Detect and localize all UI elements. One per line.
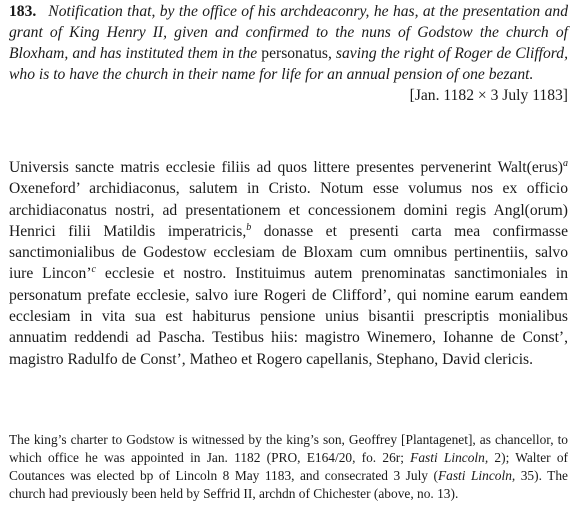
calendar-part: Notification that, by the office of his archdeaconry, he has, at the presentation and grant of King Henry II, given and confirmed to the nuns of Godstow the church of Bloxham, and has instituted them in the <box>9 3 568 62</box>
note-part: 35). The church had previously been held by Seffrid II, archdn of Chichester (above, no. 13). <box>9 468 568 502</box>
footnote-marker-b: b <box>246 221 252 233</box>
note-citation: Fasti Lincoln, <box>437 468 516 484</box>
charter-text <box>9 157 568 370</box>
footnote-marker-a: a <box>563 157 568 169</box>
charter-text-part: Universis sancte matris ecclesie filiis ad quos littere presentes pervenerint Walt(erus) <box>9 159 563 176</box>
entry-number: 183. <box>9 3 37 20</box>
charter-text-part: donasse et presenti carta mea confirmasse sanctimonialibus de Godestow ecclesiam de Bloxam cum omnibus pertinentiis, salvo iure Lincon’ <box>9 222 568 283</box>
note-citation: Fasti Lincoln, <box>410 450 489 466</box>
note-part: 2); Walter of Coutances was elected bp of Lincoln 8 May 1183, and consecrated 3 July ( <box>9 450 568 484</box>
entry-date: [Jan. 1182 × 3 July 1183] <box>409 87 568 104</box>
charter-text-part: ecclesie et nostro. Instituimus autem prenominatas sanctimoniales in personatum prefate ecclesie, salvo iure Rogeri de Clifford’, qui nomine earum eandem ecclesiam in vita sua est habiturus pensione unius bisantii prescriptis monialibus annuatim reddendi ad Pascha. Testibus hiis: magistro Winemero, Iohanne de Const’, magistro Radulfo de Const’, Matheo et Rogero capellanis, Stephano, David clericis. <box>9 265 568 368</box>
charter-text-part: Oxeneford’ archidiaconus, salutem in Cristo. Notum esse volumus nos ex officio archidiaconatus nostri, ad presentationem et concessionem domini regis Angl(orum) Henrici filii Matildis imperatricis, <box>9 180 568 240</box>
calendar-entry <box>9 1 568 106</box>
footnote-marker-c: c <box>91 264 96 276</box>
calendar-part-roman: personatus, <box>261 45 332 62</box>
editorial-note <box>9 431 568 503</box>
calendar-summary <box>9 3 568 83</box>
calendar-part: saving the right of Roger de Clifford, who is to have the church in their name for life for an annual pension of one bezant. <box>9 45 568 83</box>
note-part: The king’s charter to Godstow is witnessed by the king’s son, Geoffrey [Plantagenet], as chancellor, to which office he was appointed in Jan. 1182 (PRO, E164/20, fo. 26r; <box>9 432 568 466</box>
